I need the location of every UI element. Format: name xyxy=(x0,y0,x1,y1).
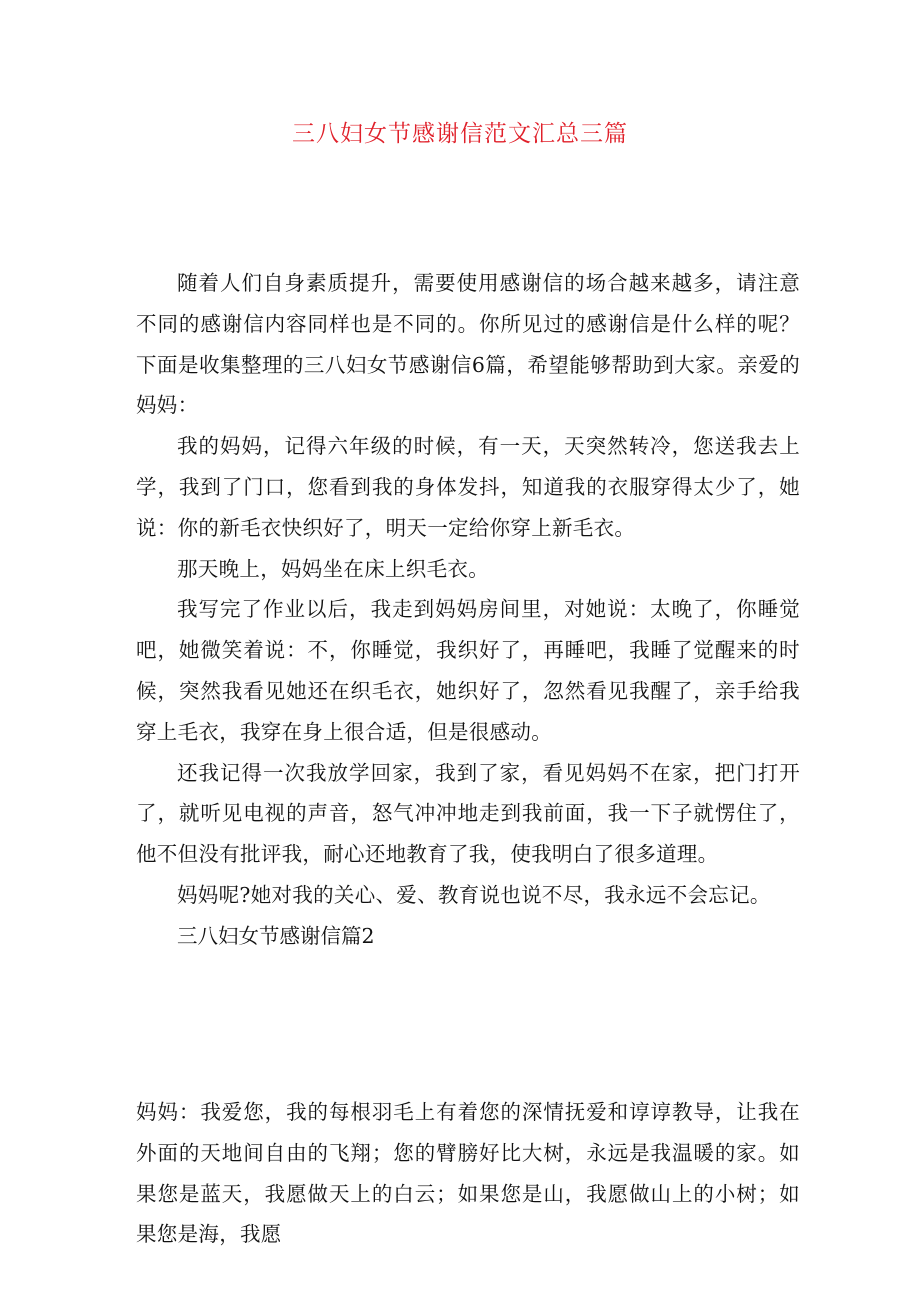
section-heading-letter-2: 三八妇女节感谢信篇2 xyxy=(177,923,375,948)
paragraph-never-forget: 妈妈呢?她对我的关心、爱、教育说也说不尽，我永远不会忘记。 xyxy=(177,882,771,907)
section-2-body xyxy=(136,1092,800,1255)
paragraph-after-school: 还我记得一次我放学回家，我到了家，看见妈妈不在家，把门打开了，就听见电视的声音，怒气冲冲地走到我前面，我一下子就愣住了，他不但没有批评我，耐心还地教育了我，使我明白了很多道理。 xyxy=(136,760,800,867)
document-title: 三八妇女节感谢信范文汇总三篇 xyxy=(292,121,628,147)
paragraph-intro: 随着人们自身素质提升，需要使用感谢信的场合越来越多，请注意不同的感谢信内容同样也是不同的。你所见过的感谢信是什么样的呢？下面是收集整理的三八妇女节感谢信6篇，希望能够帮助到大家。亲爱的妈妈： xyxy=(136,271,800,418)
paragraph-letter-2: 妈妈：我爱您，我的每根羽毛上有着您的深情抚爱和谆谆教导，让我在外面的天地间自由的飞翔；您的臂膀好比大树，永远是我温暖的家。如果您是蓝天，我愿做天上的白云；如果您是山，我愿做山上的小树；如果您是海，我愿 xyxy=(136,1100,800,1247)
paragraph-that-night: 那天晚上，妈妈坐在床上织毛衣。 xyxy=(177,556,489,581)
paragraph-homework: 我写完了作业以后，我走到妈妈房间里，对她说：太晚了，你睡觉吧，她微笑着说：不，你睡觉，我织好了，再睡吧，我睡了觉醒来的时候，突然我看见她还在织毛衣，她织好了，忽然看见我醒了，亲手给我穿上毛衣，我穿在身上很合适，但是很感动。 xyxy=(136,597,800,744)
document-body xyxy=(136,263,800,957)
paragraph-sixth-grade: 我的妈妈，记得六年级的时候，有一天，天突然转冷，您送我去上学，我到了门口，您看到我的身体发抖，知道我的衣服穿得太少了，她说：你的新毛衣快织好了，明天一定给你穿上新毛衣。 xyxy=(136,434,800,540)
